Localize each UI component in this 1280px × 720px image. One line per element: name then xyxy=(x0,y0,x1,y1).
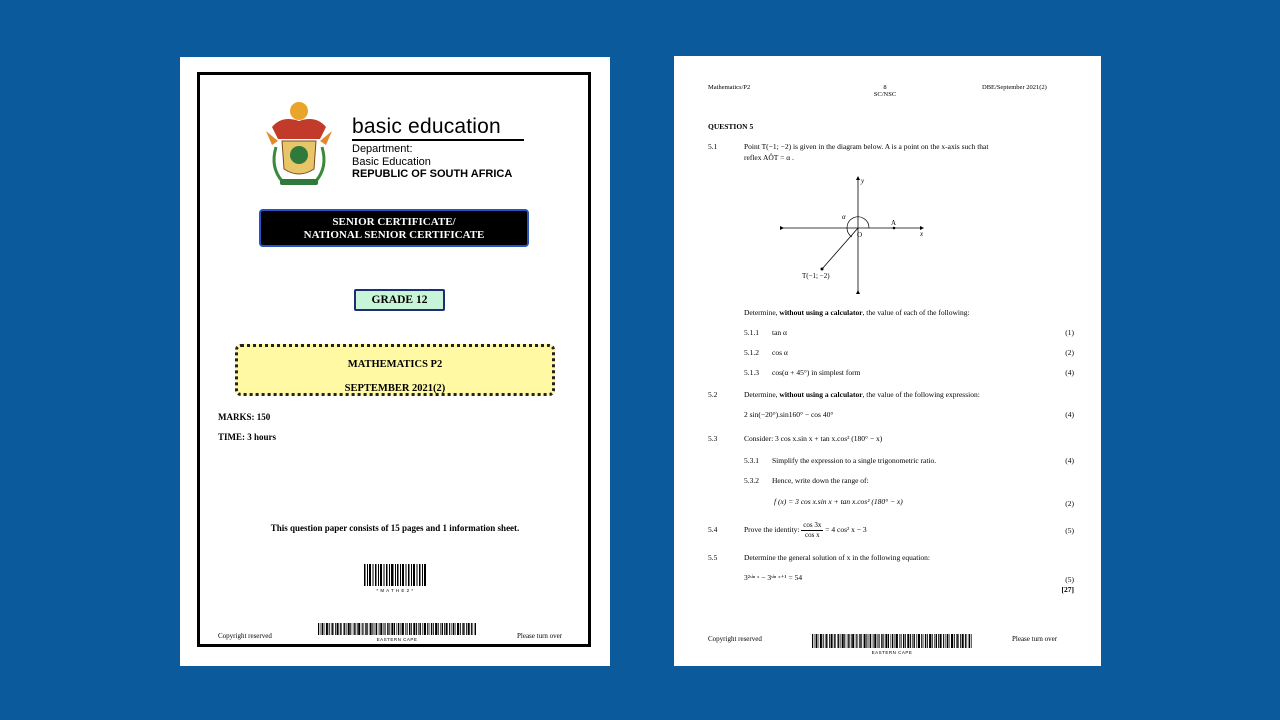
q5-4-rhs: = 4 cos² x − 3 xyxy=(825,525,867,535)
inner-footer-barcode-icon xyxy=(812,634,972,648)
point-a-label: A xyxy=(891,219,897,227)
q5-2-marks: (4) xyxy=(1065,410,1074,419)
axes-diagram xyxy=(774,174,934,298)
inner-barcode-text: EASTERN CAPE xyxy=(871,650,913,655)
header-sc-nsc: SC/NSC xyxy=(873,91,897,98)
q5-4-marks: (5) xyxy=(1065,526,1074,535)
exam-date: SEPTEMBER 2021(2) xyxy=(344,383,446,394)
q5-1-1-marks: (1) xyxy=(1065,328,1074,337)
q5-1-1-number: 5.1.1 xyxy=(744,328,759,337)
point-t xyxy=(821,268,824,271)
cert-line-2: NATIONAL SENIOR CERTIFICATE xyxy=(303,229,485,241)
x-label: x xyxy=(920,230,924,238)
ray-ot xyxy=(822,228,858,269)
q5-4-number: 5.4 xyxy=(708,525,718,534)
page-number: 8 xyxy=(883,84,887,91)
turn-over-note: Please turn over xyxy=(517,632,563,640)
brand-underline xyxy=(352,139,524,141)
subject-title: MATHEMATICS P2 xyxy=(347,359,443,370)
q5-2-expression: 2 sin(−20°).sin160° − cos 40° xyxy=(744,410,834,419)
q5-1-line-2: reflex AÔT = α . xyxy=(744,153,794,162)
certificate-banner xyxy=(259,209,529,247)
point-a xyxy=(893,227,896,230)
department-block xyxy=(352,143,512,181)
q5-1-2-marks: (2) xyxy=(1065,348,1074,357)
q5-1-3-number: 5.1.3 xyxy=(744,368,759,377)
q5-3-2-expression: f (x) = 3 cos x.sin x + tan x.cos² (180° − x) xyxy=(774,497,903,506)
page-count-note: This question paper consists of 15 pages and 1 information sheet. xyxy=(270,523,520,533)
q5-1-2-text: cos α xyxy=(772,348,788,357)
barcode-icon xyxy=(364,564,426,590)
header-page-number xyxy=(870,84,900,98)
q5-3-2-text: Hence, write down the range of: xyxy=(772,476,869,485)
alpha-label: α xyxy=(842,213,846,221)
q5-3-text: Consider: 3 cos x.sin x + tan x.cos² (180° − x) xyxy=(744,434,883,443)
origin-label: O xyxy=(857,231,863,239)
q5-5-marks: (5) xyxy=(1065,575,1074,584)
coat-of-arms-icon xyxy=(262,97,336,189)
brand-title: basic education xyxy=(352,115,501,138)
subject-box xyxy=(235,344,555,396)
inner-turn-over-note: Please turn over xyxy=(1012,635,1058,643)
time-label: TIME: 3 hours xyxy=(218,432,277,442)
question-page xyxy=(674,56,1101,666)
inner-copyright-note: Copyright reserved xyxy=(708,635,762,643)
header-subject: Mathematics/P2 xyxy=(708,84,751,91)
cert-line-1: SENIOR CERTIFICATE/ xyxy=(332,216,456,228)
dept-line-1: Department: xyxy=(352,143,413,155)
q5-3-number: 5.3 xyxy=(708,434,718,443)
q5-3-2-marks: (2) xyxy=(1065,499,1074,508)
determine-instruction xyxy=(744,308,970,317)
question-title: QUESTION 5 xyxy=(708,122,754,131)
q5-5-expression: 3²ˢⁱⁿ ˣ − 3ˢⁱⁿ ˣ⁺¹ = 54 xyxy=(744,573,803,582)
q5-5-number: 5.5 xyxy=(708,553,718,562)
copyright-note: Copyright reserved xyxy=(218,632,272,640)
marks-label: MARKS: 150 xyxy=(218,412,271,422)
question-total: [27] xyxy=(1061,585,1074,594)
footer-barcode-icon xyxy=(318,623,476,635)
q5-2-number: 5.2 xyxy=(708,390,718,399)
q5-4-numerator: cos 3x xyxy=(803,521,822,529)
dept-line-2: Basic Education xyxy=(352,155,431,168)
q5-1-3-marks: (4) xyxy=(1065,368,1074,377)
q5-1-3-text: cos(α + 45°) in simplest form xyxy=(772,368,861,377)
q5-1-1-text: tan α xyxy=(772,328,787,337)
dept-line-3: REPUBLIC OF SOUTH AFRICA xyxy=(352,168,513,180)
grade-badge: GRADE 12 xyxy=(354,289,445,311)
point-t-label: T(−1; −2) xyxy=(802,272,830,280)
q5-3-1-marks: (4) xyxy=(1065,456,1074,465)
barcode-text: * M A T H E 2 * xyxy=(376,588,414,593)
q5-3-2-number: 5.3.2 xyxy=(744,476,759,485)
footer-barcode-text: EASTERN CAPE xyxy=(376,637,418,642)
q5-4-fraction xyxy=(801,521,823,540)
cover-page xyxy=(180,57,610,666)
q5-4-denominator: cos x xyxy=(805,531,820,539)
q5-4-row xyxy=(744,521,867,540)
q5-1-number: 5.1 xyxy=(708,142,718,151)
q5-3-1-text: Simplify the expression to a single trigonometric ratio. xyxy=(772,456,937,465)
q5-2-text: Determine, without using a calculator, the value of the following expression: xyxy=(744,390,980,399)
q5-4-text: Prove the identity: xyxy=(744,525,800,535)
header-source: DBE/September 2021(2) xyxy=(982,84,1047,91)
determine-instruction-text: Determine, without using a calculator, the value of each of the following: xyxy=(744,308,970,317)
q5-1-2-number: 5.1.2 xyxy=(744,348,759,357)
q5-1-line-1: Point T(−1; −2) is given in the diagram below. A is a point on the x-axis such that xyxy=(744,142,989,151)
y-label: y xyxy=(861,177,865,185)
q5-3-1-number: 5.3.1 xyxy=(744,456,759,465)
q5-5-text: Determine the general solution of x in the following equation: xyxy=(744,553,930,562)
